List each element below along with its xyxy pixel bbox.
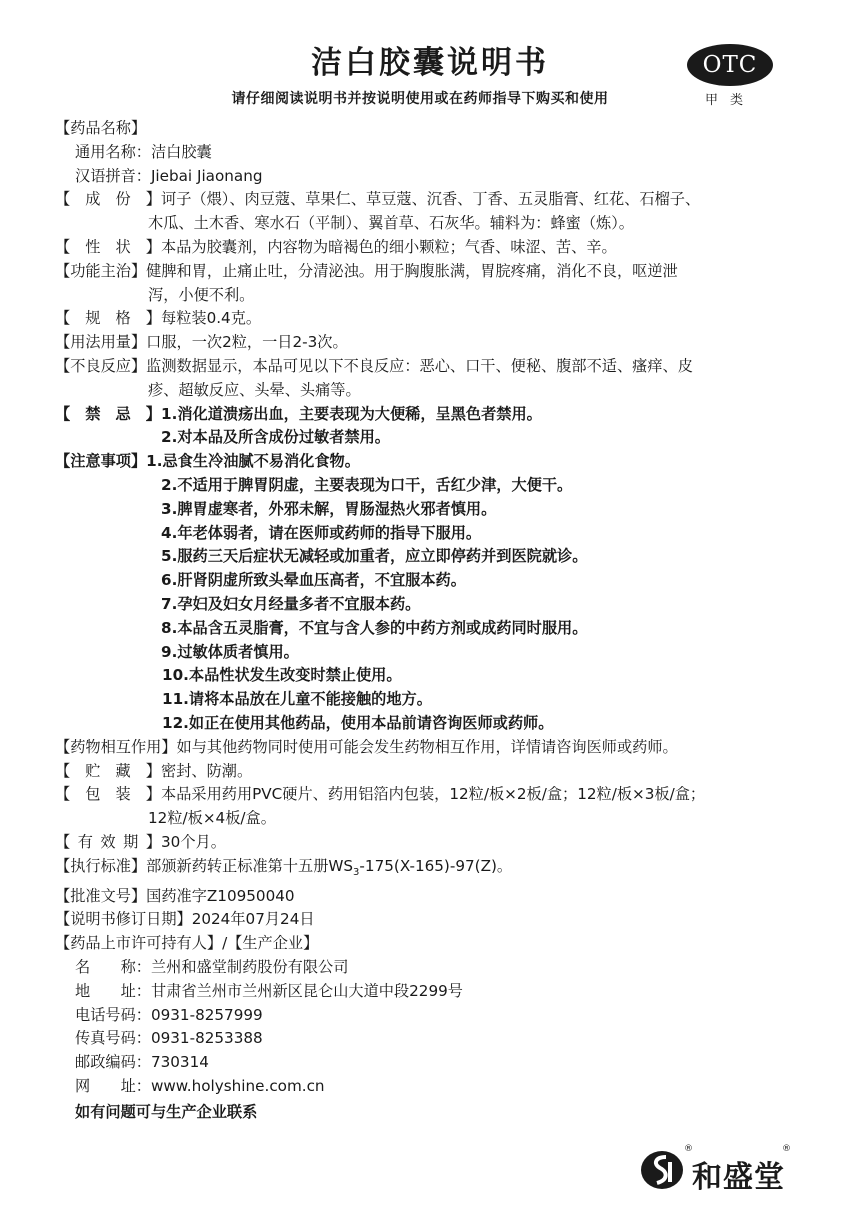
character-label: 【 性 状 】 xyxy=(55,237,161,256)
precaution-item: 8.本品含五灵脂膏，不宜与含人参的中药方剂或成药同时服用。 xyxy=(161,618,588,637)
validity-text: 30个月。 xyxy=(161,832,226,851)
adverse-line: 疹、超敏反应、头晕、头痛等。 xyxy=(148,380,361,399)
precaution-item: 9.过敏体质者慎用。 xyxy=(161,642,299,661)
ingredients-line: 诃子（煨）、肉豆蔻、草果仁、草豆蔻、沉香、丁香、五灵脂膏、红花、石榴子、 xyxy=(161,190,701,209)
dosage-row xyxy=(55,331,835,355)
revision-label: 【说明书修订日期】 xyxy=(55,910,192,929)
interactions-text: 如与其他药物同时使用可能会发生药物相互作用，详情请咨询医师或药师。 xyxy=(176,737,678,756)
ingredients-label: 【 成 份 】 xyxy=(55,190,161,209)
company-address-row: 地 址：甘肃省兰州市兰州新区昆仑山大道中段2299号 xyxy=(75,981,463,1000)
indications-line: 健脾和胃，止痛止吐，分清泌浊。用于胸腹胀满，胃脘疼痛，消化不良，呕逆泄 xyxy=(146,261,678,280)
contraindications-row xyxy=(55,403,835,427)
precaution-item: 12.如正在使用其他药品，使用本品前请咨询医师或药师。 xyxy=(162,713,554,732)
generic-name-label: 通用名称： xyxy=(75,142,151,161)
revision-row xyxy=(55,908,835,932)
package-line: 12粒/板×4板/盒。 xyxy=(148,809,276,828)
dosage-text: 口服，一次2粒，一日2-3次。 xyxy=(146,333,348,352)
approval-label: 【批准文号】 xyxy=(55,886,147,905)
approval-row xyxy=(55,885,835,909)
package-row xyxy=(55,783,835,807)
drug-name-heading: 【药品名称】 xyxy=(55,119,147,137)
otc-badge: OTC xyxy=(687,44,773,86)
precaution-item: 1.忌食生冷油腻不易消化食物。 xyxy=(146,452,360,471)
standard-text: 部颁新药转正标准第十五册$WS_3-175(X-165)-97(Z)$。 xyxy=(146,856,513,878)
precaution-item: 2.不适用于脾胃阴虚，主要表现为口干，舌红少津，大便干。 xyxy=(161,475,573,494)
company-fax-row: 传真号码：0931-8253388 xyxy=(75,1029,263,1048)
specification-text: 每粒装0.4克。 xyxy=(161,309,262,328)
otc-class: 甲类 xyxy=(704,93,755,108)
character-text: 本品为胶囊剂，内容物为暗褐色的细小颗粒；气香、味涩、苦、辛。 xyxy=(161,237,617,256)
precautions-label: 【注意事项】 xyxy=(55,452,147,471)
company-name-row: 名 称：兰州和盛堂制药股份有限公司 xyxy=(75,957,349,976)
ingredients-line: 木瓜、土木香、寒水石（平制）、翼首草、石灰华。辅料为：蜂蜜（炼）。 xyxy=(148,214,634,233)
ingredients-row xyxy=(55,188,835,212)
contact-note: 如有问题可与生产企业联系 xyxy=(75,1102,258,1121)
precaution-item: 10.本品性状发生改变时禁止使用。 xyxy=(162,666,402,685)
document-body xyxy=(55,117,835,1125)
indications-row xyxy=(55,260,835,284)
storage-label: 【 贮 藏 】 xyxy=(55,761,161,780)
validity-row xyxy=(55,831,835,855)
registered-mark: ® xyxy=(684,1144,693,1154)
precautions-row xyxy=(55,450,835,474)
contraindications-label: 【 禁 忌 】 xyxy=(55,404,161,423)
adverse-label: 【不良反应】 xyxy=(55,356,147,375)
pinyin-label: 汉语拼音： xyxy=(75,166,151,185)
standard-label: 【执行标准】 xyxy=(55,856,147,875)
company-phone-row: 电话号码：0931-8257999 xyxy=(75,1005,263,1024)
validity-label: 【 有 效 期 】 xyxy=(55,832,161,851)
adverse-line: 监测数据显示，本品可见以下不良反应：恶心、口干、便秘、腹部不适、瘙痒、皮 xyxy=(146,356,693,375)
storage-text: 密封、防潮。 xyxy=(161,761,253,780)
character-row xyxy=(55,236,835,260)
adverse-row xyxy=(55,355,835,379)
website-link[interactable]: www.holyshine.com.cn xyxy=(150,1076,325,1095)
indications-line: 泻，小便不利。 xyxy=(148,285,255,304)
precaution-item: 4.年老体弱者，请在医师或药师的指导下服用。 xyxy=(161,523,482,542)
precaution-item: 7.孕妇及妇女月经量多者不宜服本药。 xyxy=(161,594,421,613)
standard-row xyxy=(55,855,835,885)
interactions-label: 【药物相互作用】 xyxy=(55,737,177,756)
pinyin-value: Jiebai Jiaonang xyxy=(150,166,263,185)
precaution-item: 3.脾胃虚寒者，外邪未解，胃肠湿热火邪者慎用。 xyxy=(161,499,497,518)
brand-mark-icon xyxy=(640,1150,684,1190)
brand-name: 和盛堂 xyxy=(692,1160,785,1195)
dosage-label: 【用法用量】 xyxy=(55,333,147,352)
approval-text: 国药准字Z10950040 xyxy=(146,886,295,905)
page-subtitle: 请仔细阅读说明书并按说明使用或在药师指导下购买和使用 xyxy=(231,91,609,107)
generic-name-value: 洁白胶囊 xyxy=(150,142,212,161)
package-label: 【 包 装 】 xyxy=(55,785,161,804)
indications-label: 【功能主治】 xyxy=(55,261,147,280)
precaution-item: 6.肝肾阴虚所致头晕血压高者，不宜服本药。 xyxy=(161,571,466,590)
specification-row xyxy=(55,307,835,331)
package-line: 本品采用药用PVC硬片、药用铝箔内包装，12粒/板×2板/盒；12粒/板×3板/盒； xyxy=(161,785,706,804)
company-website-row: 网 址：www.holyshine.com.cn xyxy=(75,1076,325,1095)
holder-heading: 【药品上市许可持有人】/【生产企业】 xyxy=(55,934,319,953)
revision-date: 2024年07月24日 xyxy=(191,910,315,929)
precaution-item: 5.服药三天后症状无减轻或加重者，应立即停药并到医院就诊。 xyxy=(161,547,588,566)
contraindication-item: 2.对本品及所含成份过敏者禁用。 xyxy=(161,428,390,447)
registered-mark: ® xyxy=(782,1144,791,1154)
precaution-item: 11.请将本品放在儿童不能接触的地方。 xyxy=(162,690,432,709)
generic-name-row xyxy=(55,141,835,165)
pinyin-row xyxy=(55,165,835,189)
specification-label: 【 规 格 】 xyxy=(55,309,161,328)
interactions-row xyxy=(55,736,835,760)
contraindication-item: 1.消化道溃疡出血，主要表现为大便稀，呈黑色者禁用。 xyxy=(161,404,542,423)
storage-row xyxy=(55,760,835,784)
brand-logo xyxy=(640,1144,792,1195)
company-postcode-row: 邮政编码：730314 xyxy=(75,1053,209,1072)
page-title: 洁白胶囊说明书 xyxy=(311,45,549,81)
